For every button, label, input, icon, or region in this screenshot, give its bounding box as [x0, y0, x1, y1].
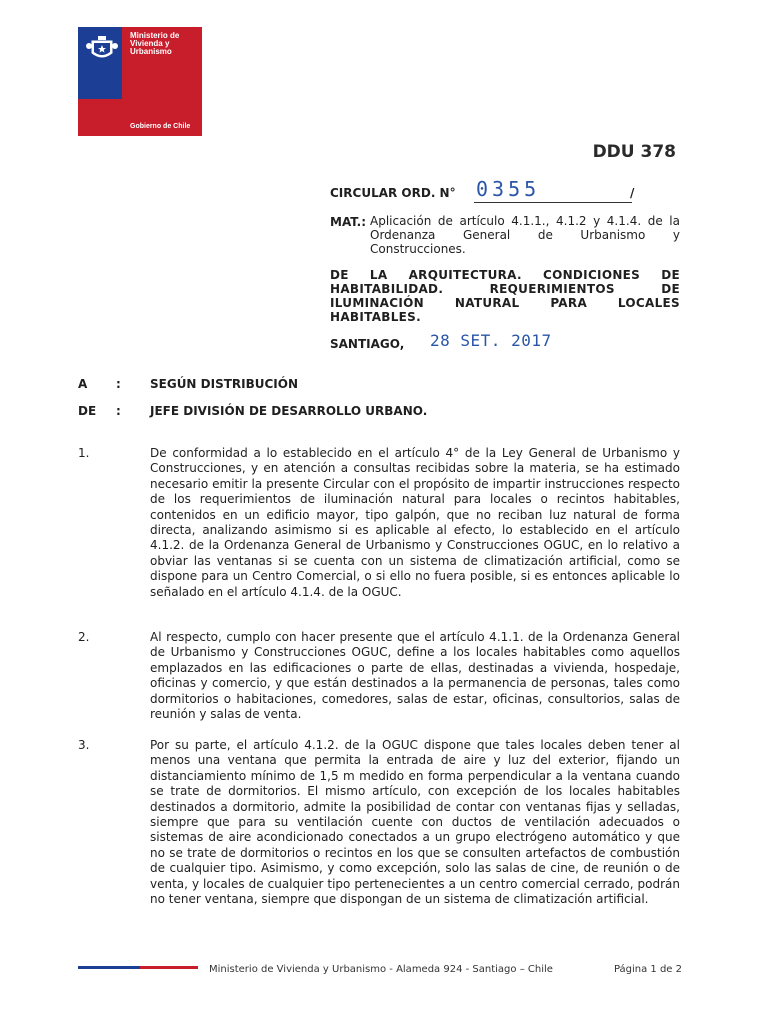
mat-text: Aplicación de artículo 4.1.1., 4.1.2 y 4.1.4. de la Ordenanza General de Urbanismo y Construcciones. [370, 214, 680, 256]
paragraph-text: Por su parte, el artículo 4.1.2. de la OGUC dispone que tales locales deben tener al menos una ventana que permita la entrada de aire y luz del exterior, fijando un distanciamiento mínimo de 1,5 m medido en forma perpendicular a la ventana cuando se trate de dormitorios. El mismo artículo, con excepción de los locales habitables destinados a dormitorio, admite la posibilidad de contar con ventanas fijas y selladas, siempre que para su ventilación cuente con ductos de ventilación adecuados o sistemas de aire acondicionado conectados a un grupo electrógeno automático y que no se trate de dormitorios o recintos en los que se consulten artefactos de combustión de cualquier tipo. Asimismo, y como excepción, solo las salas de cine, de reunión o de venta, y locales de cualquier tipo pertenecientes a un centro comercial cerrado, podrán no tener ventana, siempre que dispongan de un sistema de climatización artificial. [150, 738, 680, 907]
paragraph-text: De conformidad a lo establecido en el artículo 4° de la Ley General de Urbanismo y Construcciones, y en atención a consultas recibidas sobre la materia, se ha estimado necesario emitir la presente Circular con el propósito de impartir instrucciones respecto de los requerimientos de iluminación natural para locales o recintos habitables, contenidos en un edificio mayor, tipo galpón, que no reciban luz natural de forma directa, analizando asimismo si es aplicable al efecto, lo establecido en el artículo 4.1.2. de la Ordenanza General de Urbanismo y Construcciones OGUC, en lo relativo a obviar las ventanas si se cuenta con un sistema de climatización artificial, como se dispone para un Centro Comercial, o si ello no fuera posible, si es entonces aplicable lo señalado en el artículo 4.1.4. de la OGUC. [150, 446, 680, 599]
from-label: DE [78, 404, 97, 418]
to-label: A [78, 377, 88, 391]
footer-bar-red [140, 966, 198, 969]
page-number: Página 1 de 2 [613, 964, 682, 975]
ministry-line: Urbanismo [130, 47, 172, 56]
subject-heading: DE LA ARQUITECTURA. CONDICIONES DE HABITABILIDAD. REQUERIMIENTOS DE ILUMINACIÓN NATURAL PARA LOCALES HABITABLES. [330, 268, 680, 324]
to-colon: : [116, 377, 121, 391]
date-stamp: 28 SET. 2017 [430, 331, 552, 350]
from-colon: : [116, 404, 121, 418]
footer-bar-blue [78, 966, 140, 969]
coat-of-arms-icon [84, 33, 120, 63]
circular-slash: / [630, 186, 635, 200]
circular-number: 0355 [476, 177, 541, 201]
footer-address: Ministerio de Vivienda y Urbanismo - Alameda 924 - Santiago – Chile [209, 964, 553, 975]
place-label: SANTIAGO, [330, 337, 405, 351]
ministry-line: Vivienda y [130, 39, 170, 48]
paragraph-text: Al respecto, cumplo con hacer presente que el artículo 4.1.1. de la Ordenanza General de Urbanismo y Construcciones OGUC, define a los locales habitables como aquellos emplazados en las edificaciones o parte de ellas, destinadas a vivienda, hospedaje, oficinas y comercio, y que están destinados a la permanencia de personas, tales como dormitorios o habitaciones, comedores, salas de estar, oficinas, consultorios, salas de reunión y salas de venta. [150, 630, 680, 722]
mat-label: MAT.: [330, 215, 367, 229]
ministry-line: Ministerio de [130, 31, 180, 40]
paragraph-number: 1. [78, 446, 90, 460]
to-value: SEGÚN DISTRIBUCIÓN [150, 377, 299, 391]
document-code: DDU 378 [592, 142, 676, 162]
circular-label: CIRCULAR ORD. N° [330, 186, 456, 200]
from-value: JEFE DIVISIÓN DE DESARROLLO URBANO. [150, 404, 428, 418]
paragraph-number: 2. [78, 630, 90, 644]
ministry-logo [78, 27, 202, 136]
ministry-name [130, 32, 200, 56]
paragraph-number: 3. [78, 738, 90, 752]
footer-color-bar [78, 966, 198, 969]
government-label: Gobierno de Chile [130, 123, 191, 130]
circular-number-field [474, 177, 635, 203]
